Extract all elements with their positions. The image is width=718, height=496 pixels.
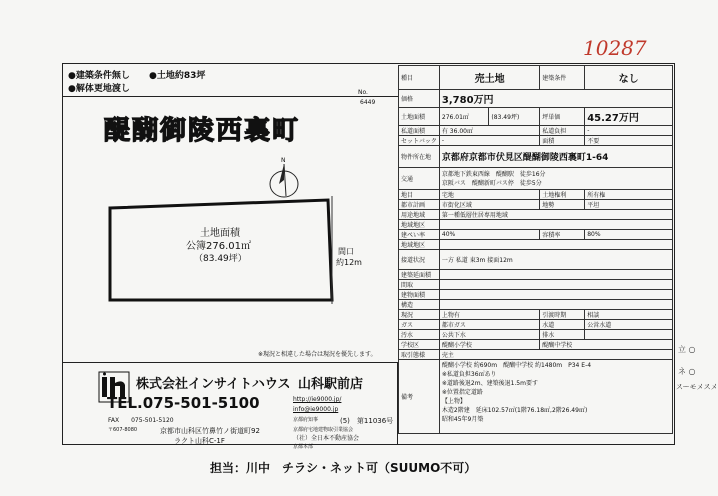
remarks-line: 昭和45年9月築	[441, 416, 484, 423]
remarks-line: 木造2階建 延床102.57㎡(1階76.18㎡,2階26.49㎡)	[441, 407, 588, 414]
delivery-value: 相談	[585, 310, 673, 320]
sewage-label: 汚水	[399, 330, 440, 340]
company-address: 京都市山科区竹鼻竹ノ街道町92	[160, 427, 260, 435]
bullet-land-size: ●土地約83坪	[149, 71, 206, 81]
building-area-label: 建築延面積	[399, 270, 440, 280]
water-label: 水道	[540, 320, 585, 330]
company-fax: FAX 075-501-5120	[108, 417, 174, 424]
drainage-value	[585, 330, 673, 340]
land-category-value: 宅地	[439, 190, 539, 200]
deal-label: 取引態様	[399, 350, 440, 360]
sewage-value: 公共下水	[439, 330, 539, 340]
company-building: ラクト山科C-1F	[174, 437, 225, 445]
city-plan-label: 都市計画	[399, 200, 440, 210]
company-postal: 〒607-8080	[108, 427, 138, 433]
floor-area-value	[439, 290, 672, 300]
layout-value	[439, 280, 672, 290]
bullet-no-condition: ●建築条件無し	[68, 71, 130, 81]
floor-ratio-label: 容積率	[540, 230, 585, 240]
remarks-line: 醍醐小学校 約690m 醍醐中学校 約1480m P34 E-4	[441, 362, 592, 369]
setback-area-label: 面積	[540, 136, 585, 146]
private-road-value: 有 36.00㎡	[439, 126, 539, 136]
gas-value: 都市ガス	[439, 320, 539, 330]
layout-label: 間取	[399, 280, 440, 290]
area-value: 276.01㎡	[439, 108, 489, 126]
type-label: 種目	[399, 66, 440, 90]
company-url-link[interactable]: http://ie9000.jp/	[293, 396, 342, 403]
cond-value: なし	[585, 66, 673, 90]
floor-area-label: 建物面積	[399, 290, 440, 300]
structure-label: 構造	[399, 300, 440, 310]
association-3: 京都本部	[293, 444, 314, 450]
area-title: 醍醐御陵西裏町	[104, 116, 301, 146]
location-value: 京都府京都市伏見区醍醐御陵西裏町1-64	[439, 146, 672, 168]
map-note: ※現況と相違した場合は現況を優先します。	[258, 351, 377, 358]
road-burden-label: 私道負担	[540, 126, 585, 136]
zoning-label: 用途地域	[399, 210, 440, 220]
road-access-label: 接道状況	[399, 250, 440, 270]
district-label: 地域地区	[399, 220, 440, 230]
company-email-link[interactable]: info@ie9000.jp	[293, 406, 339, 413]
remarks-line: ※私道負担36㎡あり	[441, 371, 497, 378]
terrain-label: 地勢	[540, 200, 585, 210]
private-road-label: 私道面積	[399, 126, 440, 136]
floor-ratio-value: 80%	[585, 230, 673, 240]
structure-value	[439, 300, 672, 310]
traffic-label: 交通	[399, 168, 440, 190]
traffic-line-1: 京都地下鉄東西線 醍醐駅 徒歩16分	[441, 170, 546, 178]
cond-label: 建築条件	[540, 66, 585, 90]
school-elementary: 醍醐小学校	[439, 340, 539, 350]
area-label: 土地面積	[399, 108, 440, 126]
terrain-value: 平坦	[585, 200, 673, 210]
status-value: 上物有	[439, 310, 539, 320]
remarks-label: 備考	[399, 360, 440, 434]
branch-name: 山科駅前店	[298, 377, 364, 392]
setback-label: セットバック	[399, 136, 440, 146]
setback-area-value: 不要	[585, 136, 673, 146]
handwritten-note: ネ ○	[678, 367, 696, 376]
land-rights-value: 所有権	[585, 190, 673, 200]
lot-area-sqm: 公簿276.01㎡	[186, 241, 251, 252]
lot-area-title: 土地面積	[200, 228, 240, 239]
delivery-label: 引渡時期	[540, 310, 585, 320]
frontage-label: 間口	[338, 247, 354, 256]
area-tsubo: (83.49坪)	[489, 108, 540, 126]
coverage-label: 建ぺい率	[399, 230, 440, 240]
handwritten-note: 立 ○	[678, 345, 696, 354]
remarks-line: ※位置指定道路	[441, 389, 483, 396]
price-value: 3,780万円	[439, 90, 672, 108]
frontage-value: 約12m	[336, 258, 362, 267]
remarks-line: 【上物】	[441, 398, 466, 405]
drainage-label: 排水	[540, 330, 585, 340]
status-label: 現況	[399, 310, 440, 320]
north-label: N	[281, 157, 286, 164]
land-rights-label: 土地権利	[540, 190, 585, 200]
footer-contact: 担当：川中 チラシ・ネット可（SUUMO不可）	[210, 461, 477, 475]
setback-value: -	[439, 136, 539, 146]
lot-area-tsubo: （83.49坪）	[194, 254, 247, 264]
type-value: 売土地	[439, 66, 539, 90]
land-category-label: 地目	[399, 190, 440, 200]
other-district-label: 地域地区	[399, 240, 440, 250]
north-arrow-icon	[266, 157, 302, 200]
road-access-value: 一方 私道 東3m 接面12m	[439, 250, 672, 270]
city-plan-value: 市街化区域	[439, 200, 539, 210]
listing-no-value: 6449	[360, 99, 376, 106]
license-number: (5) 第11036号	[340, 417, 394, 425]
deal-value: 売主	[439, 350, 672, 360]
listing-no-label: No.	[358, 89, 368, 96]
license-authority: 京都府知事	[293, 417, 319, 423]
traffic-line-2: 京阪バス 醍醐新町バス停 徒歩5分	[441, 179, 542, 187]
price-label: 価格	[399, 90, 440, 108]
location-label: 物件所在地	[399, 146, 440, 168]
gas-label: ガス	[399, 320, 440, 330]
unit-price-value: 45.27万円	[585, 108, 673, 126]
district-value	[439, 220, 672, 230]
property-spec-table	[398, 65, 673, 434]
company-name: 株式会社インサイトハウス	[136, 377, 291, 392]
coverage-value: 40%	[439, 230, 539, 240]
water-value: 公営水道	[585, 320, 673, 330]
handwritten-note: スーモメスメ	[676, 383, 718, 391]
school-label: 学校区	[399, 340, 440, 350]
unit-price-label: 坪単価	[540, 108, 585, 126]
association-1: 京都府宅地建物取引業協会	[293, 427, 354, 433]
school-junior: 醍醐中学校	[540, 340, 673, 350]
other-district-value	[439, 240, 672, 250]
bullet-vacant-delivery: ●解体更地渡し	[68, 84, 130, 94]
zoning-value: 第一種低層住居専用地域	[439, 210, 672, 220]
building-area-value	[439, 270, 672, 280]
handwritten-number: 10287	[583, 36, 647, 60]
company-tel: TEL.075-501-5100	[107, 394, 260, 412]
remarks-line: ※道路後退2m、建築後退1.5m要す	[441, 380, 538, 387]
association-2: （社）全日本不動産協会	[293, 435, 360, 442]
road-burden-value: -	[585, 126, 673, 136]
